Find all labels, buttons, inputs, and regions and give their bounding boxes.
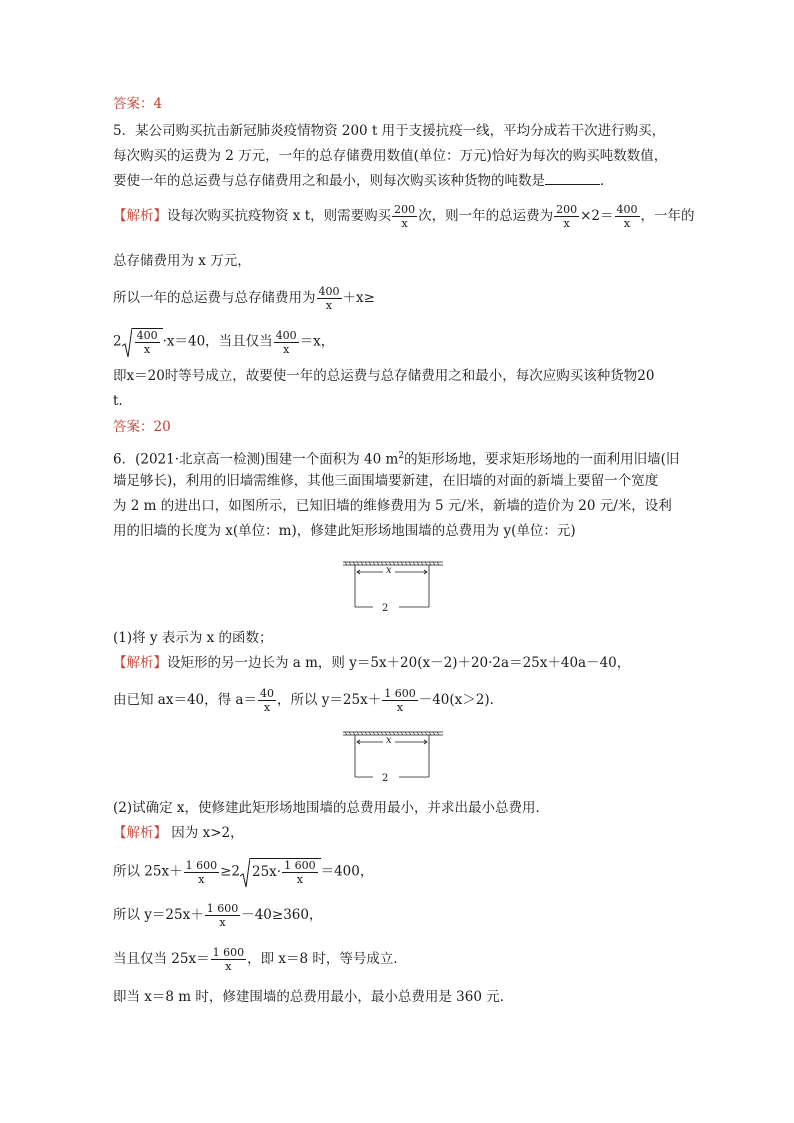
fraction: $\frac{1 600}{x}$	[384, 687, 416, 714]
q6-part-1-solution-line-1: 【解析】设矩形的另一边长为 a m，则 y＝5x＋20(x－2)＋20·2a＝25x＋40a－40，	[113, 655, 631, 671]
q6-part-2-solution-line-4: 当且仅当 25x＝ $\frac{1 600}{x}$ ，即 x＝8 时，等号成立．	[113, 946, 407, 973]
figure-label-2: 2	[382, 773, 389, 784]
q6-part-2: (2)试确定 x，使修建此矩形场地围墙的总费用最小，并求出最小总费用．	[113, 800, 550, 816]
q5-solution-line-5: 即x＝20时等号成立，故要使一年的总运费与总存储费用之和最小，每次应购买该种货物20	[113, 368, 655, 384]
answer-blank	[545, 170, 600, 185]
q6-part-2-solution-line-3: 所以 y＝25x＋ $\frac{1 600}{x}$ －40≥360，	[113, 902, 323, 929]
q5-solution-line-1: 【解析】设每次购买抗疫物资 x t，则需要购买 $\frac{200}{x}$ 次，则一年的总运费为 $\frac{200}{x}$ ×2＝ $\frac{400}{x}$ ，一年的	[113, 203, 695, 230]
fraction: $\frac{400}{x}$	[318, 285, 340, 312]
q6-line-1: 6．(2021·北京高一检测)围建一个面积为 40 $m^2$的矩形场地，要求矩形场地的一面利用旧墙(旧	[113, 451, 680, 468]
q5-solution-line-4: 2 $\frac{400}{x}$ ·x＝40，当且仅当 $\frac{400}{x}$ ＝x，	[113, 328, 335, 356]
fraction: $\frac{200}{x}$	[556, 203, 578, 230]
fraction: $\frac{1 600}{x}$	[206, 902, 239, 929]
analysis-tag: 【解析】	[113, 655, 167, 671]
q6-part-1-solution-line-2: 由已知 ax＝40，得 a＝ $\frac{40}{x}$ ，所以 y＝25x＋ $\frac{1 600}{x}$ －40(x＞2).	[113, 687, 494, 714]
q6-part-2-solution-line-1: 【解析】 因为 x>2，	[113, 825, 244, 841]
rectangle-wall-figure	[343, 560, 443, 623]
figure-label-x: x	[386, 735, 392, 746]
square-root: 25x· $\frac{1 600}{x}$	[240, 858, 321, 886]
q6-part-2-solution-line-5: 即当 x＝8 m 时，修建围墙的总费用最小，最小总费用是 360 元．	[113, 989, 514, 1005]
figure-label-x: x	[386, 565, 392, 576]
answer-4: 答案：4	[113, 96, 163, 112]
fraction: $\frac{1 600}{x}$	[185, 858, 218, 886]
q5-line-3: 要使一年的总运费与总存储费用之和最小，则每次购买该种货物的吨数是 ．	[113, 170, 614, 192]
q6-part-1: (1)将 y 表示为 x 的函数；	[113, 630, 273, 646]
q5-solution-line-3: 所以一年的总运费与总存储费用为 $\frac{400}{x}$ ＋x≥	[113, 285, 375, 312]
q5-line-1: 5．某公司购买抗击新冠肺炎疫情物资 200 t 用于支援抗疫一线，平均分成若干次进行购买，	[113, 123, 666, 139]
analysis-tag: 【解析】	[113, 208, 167, 224]
answer-20: 答案：20	[113, 419, 171, 435]
fraction: $\frac{400}{x}$	[275, 328, 297, 356]
q5-solution-line-6: t.	[113, 393, 123, 409]
rectangle-wall-figure-2	[343, 730, 443, 793]
q6-part-2-solution-line-2: 所以 25x＋ $\frac{1 600}{x}$ ≥2 25x· $\frac{1 600}{x}$ ＝400，	[113, 858, 374, 886]
fraction: $\frac{400}{x}$	[616, 203, 638, 230]
fraction: $\frac{1 600}{x}$	[212, 946, 245, 973]
figure-label-2: 2	[382, 603, 389, 614]
analysis-tag: 【解析】	[113, 825, 167, 841]
fraction: $\frac{200}{x}$	[394, 203, 416, 230]
q6-line-4: 用的旧墙的长度为 x(单位：m)，修建此矩形场地围墙的总费用为 y(单位：元)	[113, 523, 576, 539]
q5-line-2: 每次购买的运费为 2 万元，一年的总存储费用数值(单位：万元)恰好为每次的购买吨数数值，	[113, 148, 668, 164]
fraction: $\frac{40}{x}$	[259, 687, 274, 714]
q6-line-2: 墙足够长)，利用的旧墙需维修，其他三面围墙要新建，在旧墙的对面的新墙上要留一个宽度	[113, 473, 659, 489]
square-root: $\frac{400}{x}$	[122, 328, 163, 356]
q6-line-3: 为 2 m 的进出口，如图所示，已知旧墙的维修费用为 5 元/米，新墙的造价为 20 元/米，设利	[113, 498, 672, 514]
q5-solution-line-2: 总存储费用为 x 万元，	[113, 253, 251, 269]
